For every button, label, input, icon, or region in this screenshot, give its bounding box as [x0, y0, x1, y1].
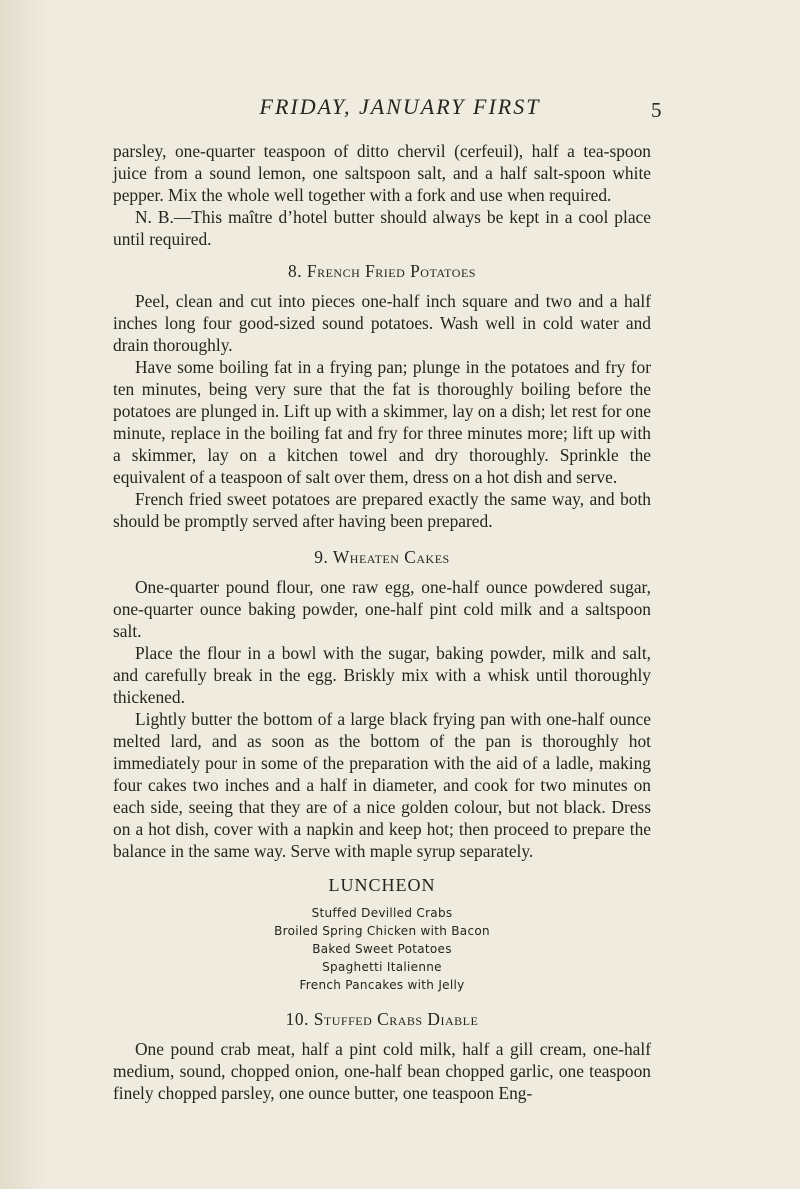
maitre-dhotel-note: N. B.—This maître d’hotel butter should always be kept in a cool place until required.: [113, 207, 651, 249]
luncheon-title: LUNCHEON: [328, 875, 436, 895]
recipe-heading-stuffed-crabs-diable: 10. Stuffed Crabs Diable: [285, 1009, 479, 1029]
recipe-paragraph: Place the flour in a bowl with the sugar, baking powder, milk and salt, and carefully break in the egg. Briskly mix with a whisk until thoroughly thickened.: [113, 643, 651, 707]
page-edge-shadow: [0, 0, 48, 1189]
recipe-heading-french-fried-potatoes: 8. French Fried Potatoes: [288, 261, 476, 281]
page-body: [113, 140, 651, 1104]
page-number: 5: [651, 98, 662, 122]
recipe-paragraph: Lightly butter the bottom of a large black frying pan with one-half ounce melted lard, and as soon as the bottom of the pan is thoroughly hot immediately pour in some of the preparation with the aid of a ladle, making four cakes two inches and a half in diameter, and cook for two minutes on each side, seeing that they are of a nice golden colour, but not black. Dress on a hot dish, cover with a napkin and keep hot; then proceed to prepare the balance in the same way. Serve with maple syrup separately.: [113, 709, 651, 861]
recipe-paragraph: Have some boiling fat in a frying pan; plunge in the potatoes and fry for ten minutes, being very sure that the fat is thoroughly boiling before the potatoes are plunged in. Lift up with a skimmer, lay on a dish; let rest for one minute, replace in the boiling fat and fry for three minutes more; lift up with a skimmer, lay on a kitchen towel and dry thoroughly. Sprinkle the equivalent of a teaspoon of salt over them, dress on a hot dish and serve.: [113, 357, 651, 487]
recipe-paragraph: One-quarter pound flour, one raw egg, one-half ounce powdered sugar, one-quarter ounce baking powder, one-half pint cold milk and a saltspoon salt.: [113, 577, 651, 641]
menu-item: Spaghetti Italienne: [322, 960, 442, 974]
recipe-paragraph: French fried sweet potatoes are prepared exactly the same way, and both should be promptly served after having been prepared.: [113, 489, 651, 531]
intro-paragraph: parsley, one-quarter teaspoon of ditto chervil (cerfeuil), half a tea-spoon juice from a sound lemon, one saltspoon salt, and a half salt-spoon white pepper. Mix the whole well together with a fork and use when required.: [113, 141, 651, 205]
menu-item: Broiled Spring Chicken with Bacon: [274, 924, 490, 938]
menu-item: Stuffed Devilled Crabs: [311, 906, 453, 920]
luncheon-menu: [113, 904, 651, 994]
page-header: [0, 94, 800, 128]
menu-item: French Pancakes with Jelly: [299, 978, 465, 992]
menu-item: Baked Sweet Potatoes: [312, 942, 452, 956]
recipe-heading-wheaten-cakes: 9. Wheaten Cakes: [314, 547, 450, 567]
recipe-paragraph: Peel, clean and cut into pieces one-half inch square and two and a half inches long four good-sized sound potatoes. Wash well in cold water and drain thoroughly.: [113, 291, 651, 355]
recipe-paragraph: One pound crab meat, half a pint cold milk, half a gill cream, one-half medium, sound, chopped onion, one-half bean chopped garlic, one teaspoon finely chopped parsley, one ounce butter, one teaspoon Eng-: [113, 1039, 651, 1103]
running-head: FRIDAY, JANUARY FIRST: [259, 94, 541, 119]
